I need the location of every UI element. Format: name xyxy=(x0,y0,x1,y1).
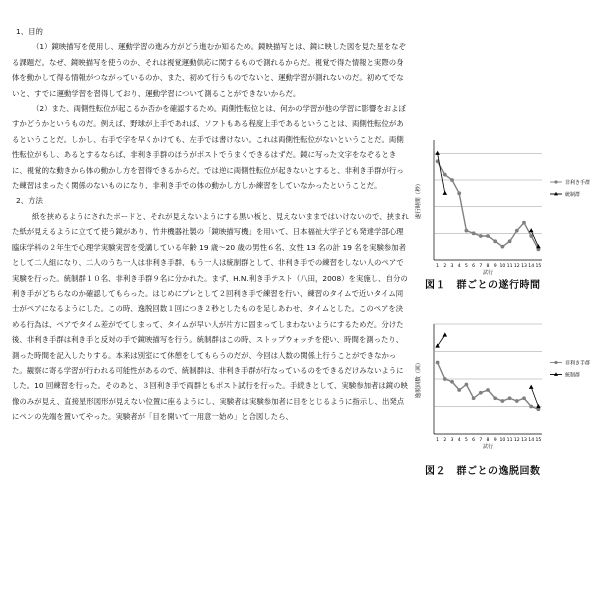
series-1-point xyxy=(493,396,497,400)
series-1-point xyxy=(515,399,519,403)
x-tick-label: 15 xyxy=(535,264,542,269)
series-1-point xyxy=(472,231,476,235)
x-tick-label: 11 xyxy=(506,264,513,269)
body-text-column xyxy=(12,24,409,425)
x-tick-label: 13 xyxy=(521,438,527,443)
series-2-point xyxy=(536,404,541,408)
series-1-point xyxy=(479,391,483,395)
x-tick-label: 10 xyxy=(499,264,506,269)
series-2-point xyxy=(443,191,448,195)
paragraph-method-1: 紙を挟めるようにされたボードと、それが見えないようにする黒い板と、見えないままではいけないので、挟まれた紙が見えるように立てて使う鏡があり、竹井機器社製の「鏡映描写機」を用いて、日本福祉大学子ども発達学部心理臨床学科の２年生で心理学実験実習を受講している年齢 19 歳～20 歳の男性６名、女性 13 名の計 19 名を実験参加者として二人組になり、二人のうち一人は非利き手群、もう一人は統制群として、非利き手での練習をしない人のペアで実験を行った。統制群１０名、非利き手群９名に分かれた。まず、H.N.利き手テスト（八田，2008）を実施し、自分の利き手がどちらなのか確認してもらった。はじめにプレとして２回利き手で練習を行い、練習のタイムで近いタイム同士がペアになるようにした。この時、逸脱回数１回につき２秒としたものを足しあわせ、タイムとした。このペアを決める行為は、ペアでタイム差がでてしまって、タイムが早い人が片方に固まってしまわないようにするためだ。分けた後、非利き手群は利き手と反対の手で鏡映描写を行う。統制群はこの時、ストップウォッチを使い、時間を測ったり、測った時間を記入したりする。本来は別室にて休憩をしてもらうのだが、今回は人数の関係上行うことができなかった。観察に寄る学習が行われる可能性があるので、統制群は、非利き手群が行なっているのをできるだけみないようにした。10 回練習を行った。そのあと、３回利き手で両群ともポスト試行を行った。手続きとして、実験参加者は鏡の映像のみが見え、直接星形図形が見えない位置に座るようにし、実験者は実験参加者に目をとじるように指示し、出発点にペンの先端を置いてやった。実験者が「目を開いて一用意一始め」と合図したら、 xyxy=(12,211,409,422)
x-tick-label: 9 xyxy=(493,264,497,269)
x-tick-label: 11 xyxy=(506,438,513,443)
x-tick-label: 14 xyxy=(528,264,535,269)
x-tick-label: 2 xyxy=(443,438,447,443)
x-tick-label: 7 xyxy=(479,264,483,269)
x-tick-label: 7 xyxy=(479,438,483,443)
series-1-point xyxy=(501,245,505,249)
paragraph-purpose-1: （1）鏡映描写を使用し、運動学習の進み方がどう進むか知るため。鏡映描写とは、鏡に映した図を見た星をなぞる課題だ。なぜ、鏡映描写を使うのか、それは視覚運動供応に関するもので測れるからだ。視覚で得た情報と実際の身体を動かして得る情報がつながっているのか、また、初めて行うものでないと、運動学習が測れないのだ。初めてでないと、すでに運動学習を習得しており、運動学習について測ることができないからだ。 xyxy=(12,42,406,98)
figure-1-svg xyxy=(412,130,602,280)
x-tick-label: 12 xyxy=(513,264,520,269)
x-tick-label: 12 xyxy=(513,438,520,443)
x-axis-label: 試行 xyxy=(482,444,494,450)
legend-label-2: 統制群 xyxy=(565,192,581,198)
series-1-point xyxy=(508,396,512,400)
x-axis-label: 試行 xyxy=(482,270,494,276)
legend-label-1: 非利き手群 xyxy=(565,360,591,367)
series-1-point xyxy=(493,239,497,243)
series-1-point xyxy=(443,377,447,381)
series-1-point xyxy=(443,173,447,177)
series-1-point xyxy=(450,380,454,384)
x-tick-label: 6 xyxy=(472,438,476,443)
figure-2-svg xyxy=(412,316,602,456)
series-1-point xyxy=(465,229,469,233)
series-1-point xyxy=(457,191,461,195)
x-tick-label: 13 xyxy=(521,264,527,269)
legend-label-1: 非利き手群 xyxy=(565,180,591,186)
legend-swatch-marker-1 xyxy=(554,361,557,364)
paragraph-purpose-2: （2）また、両側性転位が起こるか否かを確認するため。両側性転位とは、何かの学習が他の学習に影響をおよぼすかどうかというものだ。例えば、野球が上手であれば、ソフトもある程度上手であるということは、両側性転位があるということだ。しかし、右手で字を早くかけても、左手では書けない。これは両側性転位がないということだ。両側性転位がもし、あるとするならば、非利き手群のほうがポストでうまくできるはずだ。鏡に写った文字をなぞるときに、視覚的な動きから体の動かし方を習得できるからだ。では逆に両側性転位が起きないとすると、非利き手群が行った練習はまったく関係のないものになり、非利き手での体の動かし方しか練習をしていなかったということだ。 xyxy=(12,104,406,191)
series-2-point xyxy=(443,332,448,336)
figure-2-caption: 図２ 群ごとの逸脱回数 xyxy=(425,466,541,477)
x-tick-label: 1 xyxy=(436,264,440,269)
series-1-point xyxy=(522,221,526,225)
series-1-point xyxy=(472,396,476,400)
series-1-point xyxy=(479,234,483,238)
x-tick-label: 8 xyxy=(486,264,490,269)
series-1-point xyxy=(486,388,490,392)
series-1-point xyxy=(501,399,505,403)
x-tick-label: 1 xyxy=(436,438,440,443)
x-tick-label: 6 xyxy=(472,264,476,269)
legend-swatch-marker-1 xyxy=(554,180,557,183)
section-heading-method: 2、方法 xyxy=(16,196,43,206)
series-1-point xyxy=(529,405,533,409)
series-line-2 xyxy=(438,335,445,346)
y-axis-label: 逸脱回数（回） xyxy=(416,359,422,399)
series-line-1 xyxy=(438,363,539,410)
series-1-point xyxy=(508,239,512,243)
x-tick-label: 2 xyxy=(443,264,447,269)
x-tick-label: 9 xyxy=(493,438,497,443)
x-tick-label: 4 xyxy=(457,438,461,443)
x-tick-label: 3 xyxy=(450,438,454,443)
x-tick-label: 10 xyxy=(499,438,506,443)
series-2-point xyxy=(529,385,534,389)
figure-1-caption: 図１ 群ごとの遂行時間 xyxy=(425,280,541,291)
series-2-point xyxy=(435,151,440,155)
x-tick-label: 5 xyxy=(464,264,468,269)
series-1-point xyxy=(515,229,519,233)
x-tick-label: 15 xyxy=(535,438,542,443)
figure-2-chart xyxy=(412,316,602,456)
section-heading-purpose: 1、目的 xyxy=(16,27,43,36)
x-tick-label: 5 xyxy=(464,438,468,443)
legend-label-2: 統制群 xyxy=(565,372,581,379)
x-tick-label: 3 xyxy=(450,264,454,269)
series-1-point xyxy=(465,383,469,387)
series-1-point xyxy=(450,178,454,182)
x-tick-label: 8 xyxy=(486,438,490,443)
figure-1-chart xyxy=(412,130,602,280)
series-1-point xyxy=(486,234,490,238)
y-axis-label: 遂行時間（秒） xyxy=(416,180,422,220)
x-tick-label: 14 xyxy=(528,438,535,443)
series-1-point xyxy=(529,234,533,238)
series-1-point xyxy=(457,388,461,392)
series-1-point xyxy=(522,396,526,400)
series-1-point xyxy=(436,361,440,365)
series-line-2 xyxy=(531,387,538,406)
series-2-point xyxy=(529,228,534,232)
x-tick-label: 4 xyxy=(457,264,461,269)
